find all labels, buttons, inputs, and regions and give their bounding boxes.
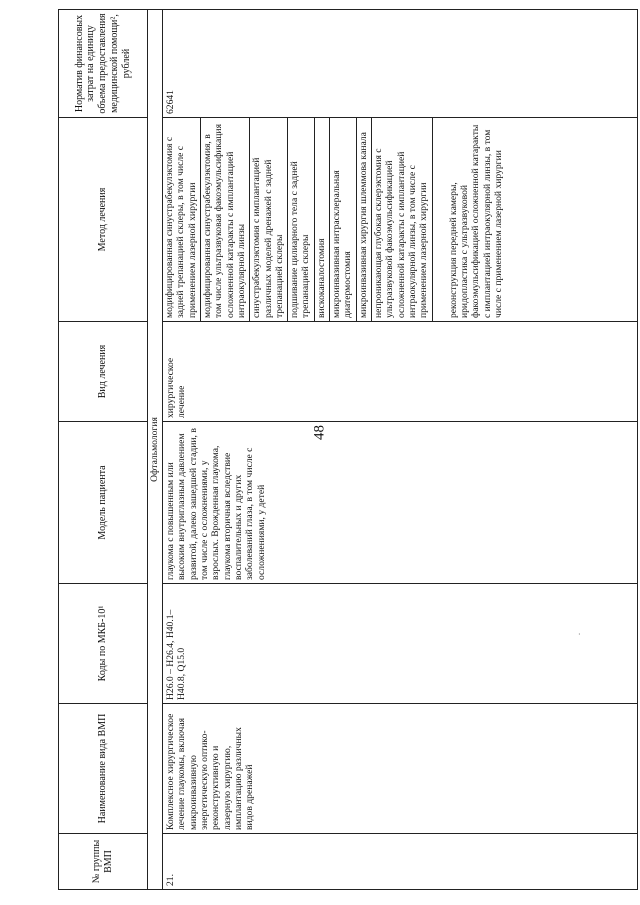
method-item: реконструкция передней камеры, иридопластика с ультразвуковой факоэмульсификацией осложненной катаракты с имплантацией интраокулярной линзы, в том числе с применением лазерной хирургии <box>447 124 504 318</box>
cell-patient-model: глаукома с повышенным или высоким внутриглазным давлением развитой, далеко зашедшей стадии, в том числе с осложнениями, у взрослых. Врожденная глаукома, глаукома вторичная вследствие воспалительных и других заболеваний глаза, в том числе с осложнениями, у детей <box>163 422 638 584</box>
method-item: подшивание цилиарного тела с задней трепанацией склеры <box>288 118 315 321</box>
header-group-no: № группы ВМП <box>59 834 148 890</box>
cell-treatment-methods <box>163 118 638 322</box>
header-row <box>59 10 148 890</box>
method-item: микроинвазивная хирургия шлеммова канала <box>357 118 372 321</box>
header-treatment-method: Метод лечения <box>59 118 148 322</box>
cell-icd-codes: H26.0 – H26.4, H40.1– H40.8, Q15.0 <box>163 584 638 704</box>
method-item: микроинвазивная интрасклеральная диатермостомия <box>330 118 357 321</box>
cell-group-no: 21. <box>163 834 638 890</box>
cell-vmp-name: Комплексное хирургическое лечение глаукомы, включая микроинвазивную энергетическую оптико-реконструктивную и лазерную хирургию, имплантацию различных видов дренажей <box>163 704 638 834</box>
header-treatment-type: Вид лечения <box>59 322 148 422</box>
table-row <box>163 10 638 890</box>
method-item: вискоканалостомия <box>315 118 330 321</box>
method-item: синустрабекулэктомия с имплантацией различных моделей дренажей с задней трепанацией склеры <box>250 118 288 321</box>
method-item: модифицированная синустрабекулэктомия, в том числе ультразвуковая факоэмульсификация осложненной катаракты с имплантацией интраокулярной линзы <box>201 118 250 321</box>
cell-treatment-type: хирургическое лечение <box>163 322 638 422</box>
section-title: Офтальмология <box>148 10 163 890</box>
header-patient-model: Модель пациента <box>59 422 148 584</box>
method-item: непроникающая глубокая склерэктомия с ультразвуковой факоэмульсификацией осложненной катаракты с имплантацией интраокулярной линзы, в том числе с применением лазерной хирургии <box>372 118 433 321</box>
cell-norm-cost: 62641 <box>163 10 638 118</box>
page-number: 48 <box>311 425 328 440</box>
method-item: модифицированная синустрабекулэктомия с задней трепанацией склеры, в том числе с применением лазерной хирургии <box>163 118 201 321</box>
header-vmp-name: Наименование вида ВМП <box>59 704 148 834</box>
scan-speck: · <box>578 630 581 639</box>
rotated-table-wrapper <box>58 10 638 890</box>
section-row <box>148 10 163 890</box>
header-icd-codes: Коды по МКБ-10¹ <box>59 584 148 704</box>
header-norm-cost: Норматив финансовых затрат на единицу объема предоставления медицинской помощи², рублей <box>59 10 148 118</box>
vmp-table <box>58 9 638 890</box>
